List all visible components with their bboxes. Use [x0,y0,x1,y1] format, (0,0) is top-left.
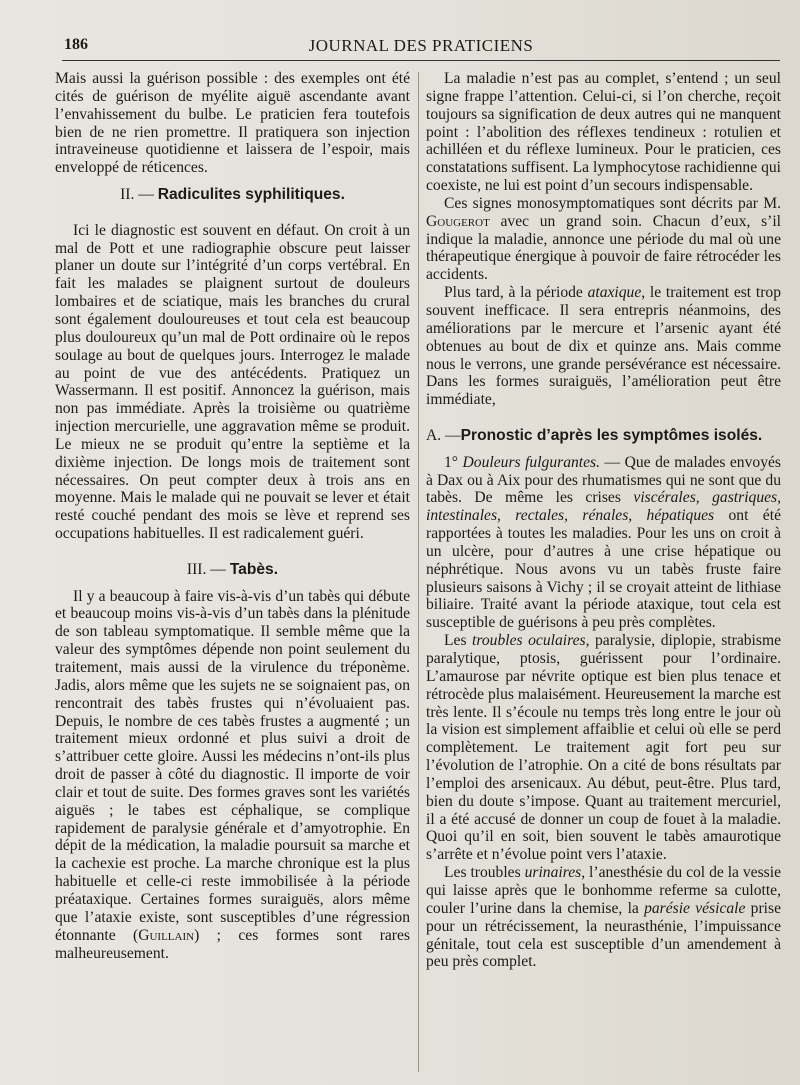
page-number: 186 [64,36,88,53]
section-title: Tabès. [229,560,279,578]
page-header [62,36,780,62]
text-run: ) ; ces formes sont rares malheureusement. [55,926,410,962]
text-run: Ces signes monosymptomatiques sont décrits par M. [444,194,781,212]
section-number: II. — [120,186,154,204]
paragraph: La maladie n’est pas au complet, s’entend ; un seul signe frappe l’attention. Celui-ci, si l’on cherche, reçoit toujours sa signification de deux autres qui ne manquent point : l’abolition des réflexes tendineux : rotulien et achilléen et du réflexe lumineux. Pour le praticien, ces constatations suffisent. La lymphocytose rachidienne qui coexiste, ne lui est point d’un secours indispensable. [426,70,781,195]
left-column [55,70,410,962]
paragraph [426,284,781,409]
section-title: Radiculites syphilitiques. [157,186,345,204]
subsection-title: Pronostic d’après les symptômes isolés. [460,426,763,444]
subsection-prefix: A. — [426,426,461,444]
paragraph [426,454,781,632]
text-run: Il y a beaucoup à faire vis-à-vis d’un tabès qui débute et beaucoup moins vis-à-vis d’un tabès dans la plénitude de son tableau symptomatique. Il semble même que la valeur des symptômes dépende non point seulement du traitement, mais aussi de la virulence du tréponème. Jadis, alors même que les sujets ne se soignaient pas, on rencontrait des tabès frustes qui n’évoluaient pas. Depuis, le nombre de ces tabès frustes a augmenté ; un traitement mieux ordonné et plus suivi a droit de s’attribuer cette gloire. Aussi les médecins n’ont-ils plus droit de passer à côté du diagnostic. Il importe de voir clair et tout de suite. Des formes graves sont les variétés aiguës ; le tabes est céphalique, se complique rapidement de paralysie générale et d’amyotrophie. En dépit de la médication, la maladie poursuit sa marche et la cachexie est proche. La marche chronique est la plus habituelle et celle-ci reste immobilisée à la période préataxique. Certaines formes suraiguës, alors même que l’ataxie existe, sont susceptibles d’une régression étonnante ( [55,587,410,944]
italic-term: urinaires [524,864,582,882]
paragraph [426,195,781,284]
text-run: avec un grand soin. Chacun d’eux, s’il indique la maladie, annonce une période du mal où une thérapeutique énergique à pouvoir de faire rétrocéder les accidents. [426,212,781,284]
right-column [426,70,781,971]
text-run: , paralysie, diplopie, strabisme paralytique, ptosis, guérissent pour l’ordinaire. L’amaurose par névrite optique est bien plus tenace et rétrocède plus malaisément. Heureusement la marche est très lente. Il s’écoule nu temps très long entre le jour où la vision est simplement affaiblie et celui où elle se perd complètement. Le traitement agit fort peu sur l’évolution de l’atrophie. On a cité de bons résultats par l’emploi des arsenicaux. Au début, peut-être. Plus tard, bien du doute s’impose. Quant au traitement mercuriel, il a été accusé de donner un coup de fouet à la maladie. Quoi qu’il en soit, bien souvent le tabès amaurotique s’arrête et n’évolue point vers l’ataxie. [426,632,782,864]
paragraph [55,588,410,963]
paragraph: Mais aussi la guérison possible : des exemples ont été cités de guérison de myélite aiguë ascendante avant l’envahissement du bulbe. Le praticien fera toutefois bien de ne rien promettre. Il pratiquera son injection intraveineuse quotidienne et laissera de l’espoir, mais enveloppé de réticences. [55,70,410,177]
text-run: Les [444,632,473,650]
italic-term: Douleurs fulgurantes. [462,453,601,471]
paragraph: Ici le diagnostic est souvent en défaut. On croit à un mal de Pott et une radiographie obscure peut laisser planer un doute sur l’intégrité d’un corps vertébral. En fait les malades se plaignent surtout de douleurs lombaires et de sciatique, mais les branches du crural sont également douloureuses et tout cela est beaucoup plus douloureux qu’un mal de Pott ordinaire où le repos soulage au bout de quelques jours. Interrogez le malade au point de vue des antécédents. Pratiquez un Wassermann. Il est positif. Annoncez la guérison, mais non pas immédiate. Après la troisième ou quatrième injection mercurielle, une aggravation même se produit. Le mieux ne se produit qu’entre la septième et la dixième injection. De longs mois de traitement sont nécessaires. On peut compter deux à trois ans en moyenne. Mais le malade qui ne pouvait se lever et était resté couché pendant des mois se lève et reprend ses occupations habituelles. Il est radicalement guéri. [55,221,410,543]
text-run: ont été rapportées à toutes les maladies. Pour les uns on croit à un ulcère, pour d’autres à une crise hépatique ou néphrétique. Nous avons vu un tabès fruste faire plusieurs saisons à Vichy ; il se croyait atteint de lithiase biliaire. Traité avant la période ataxique, tout cela est susceptible de guérisons à peu près complètes. [426,507,781,632]
italic-term: troubles oculaires [472,632,586,650]
italic-term: ataxique [587,284,642,302]
journal-title: JOURNAL DES PRATICIENS [308,36,534,55]
text-run: — Que de malades envoyés à Dax ou à Aix pour des rhumatismes qui ne sont que du tabès. De même les crises [426,453,781,507]
italic-term: parésie vésicale [644,899,746,917]
author-name: Guillain [138,926,195,944]
text-run: Les troubles [444,864,525,882]
section-heading-tabes [55,561,410,579]
author-name: Gougerot [426,212,490,230]
header-rule [62,60,780,61]
text-run: , l’anesthésie du col de la vessie qui laisse après que le bonhomme referme sa culotte, couler l’urine dans la chemise, la [426,864,781,917]
italic-term: viscérales, gastriques, intestinales, rectales, rénales, hépatiques [426,489,782,525]
text-run: , le traitement est trop souvent inefficace. Il sera entrepris néanmoins, des améliorations par le mercure et l’arsenic ayant été obtenues au bout de dix et quinze ans. Mais comme nous le verrons, une grande persévérance est nécessaire. Dans les formes suraiguës, l’amélioration peut être immédiate, [426,284,781,409]
item-number: 1° [444,453,459,471]
column-divider [418,72,419,1072]
subsection-heading [426,427,781,445]
text-run: prise pour un rétrécissement, la neurasthénie, l’impuissance génitale, tout cela est susceptible d’un amendement à peu près complet. [426,899,781,971]
section-heading-radiculites [55,186,410,204]
paragraph [426,864,781,971]
paragraph [426,632,781,864]
section-number: III. — [186,560,226,578]
text-run: Plus tard, à la période [444,284,588,302]
